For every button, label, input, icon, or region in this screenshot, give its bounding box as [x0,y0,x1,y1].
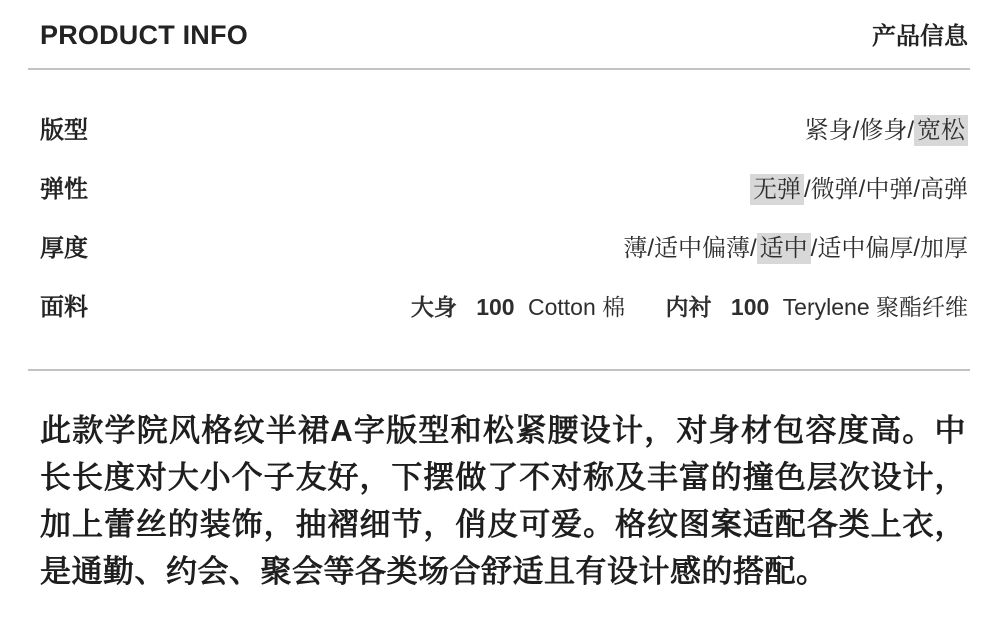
spec-row [40,232,968,265]
spec-option: 修身 [859,117,908,144]
fabric-part-percent: 100 [476,294,515,320]
fabric-part-material: Cotton 棉 [527,294,626,320]
spec-option: 适中偏厚 [817,235,914,262]
spec-option: 高弹 [920,176,968,203]
fabric-part-name: 内衬 [665,294,712,320]
spec-row [40,173,968,206]
spec-option-selected: 适中 [757,233,811,264]
spec-label-fabric: 面料 [40,294,88,321]
spec-option: 微弹 [810,176,859,203]
spec-option-selected: 无弹 [750,174,804,205]
product-description: 此款学院风格纹半裙A字版型和松紧腰设计，对身材包容度高。中长长度对大小个子友好，下摆做了不对称及丰富的撞色层次设计，加上蕾丝的装饰，抽褶细节，俏皮可爱。格纹图案适配各类上衣，是通勤、约会、聚会等各类场合舒适且有设计感的搭配。 [40,413,966,589]
spec-option: 适中偏薄 [653,235,750,262]
spec-label: 弹性 [40,176,88,203]
header [28,16,970,51]
page-title-zh: 产品信息 [872,23,968,50]
fabric-value [411,291,968,324]
page-title-en: PRODUCT INFO [40,20,248,50]
spec-list [28,70,970,324]
spec-rows [40,114,968,265]
spec-option: 加厚 [920,235,968,262]
spec-row [40,114,968,147]
fabric-part-lining [666,294,968,320]
spec-option: 紧身 [804,117,853,144]
spec-label: 版型 [40,117,88,144]
spec-label: 厚度 [40,235,88,262]
fabric-part-material: Terylene 聚酯纤维 [782,294,968,320]
spec-options: 薄/适中偏薄/ 适中 /适中偏厚/加厚 [623,235,968,262]
fabric-part-percent: 100 [730,294,770,320]
fabric-part-shell [411,294,632,320]
spec-option: 薄 [623,235,648,262]
fabric-part-name: 大身 [410,294,457,320]
fabric-row [40,291,968,324]
spec-options: 紧身/修身/ 宽松 [805,114,968,147]
spec-options: 无弹 /微弹/中弹/高弹 [750,173,968,206]
spec-option: 中弹 [865,176,914,203]
spec-option-selected: 宽松 [914,115,968,146]
